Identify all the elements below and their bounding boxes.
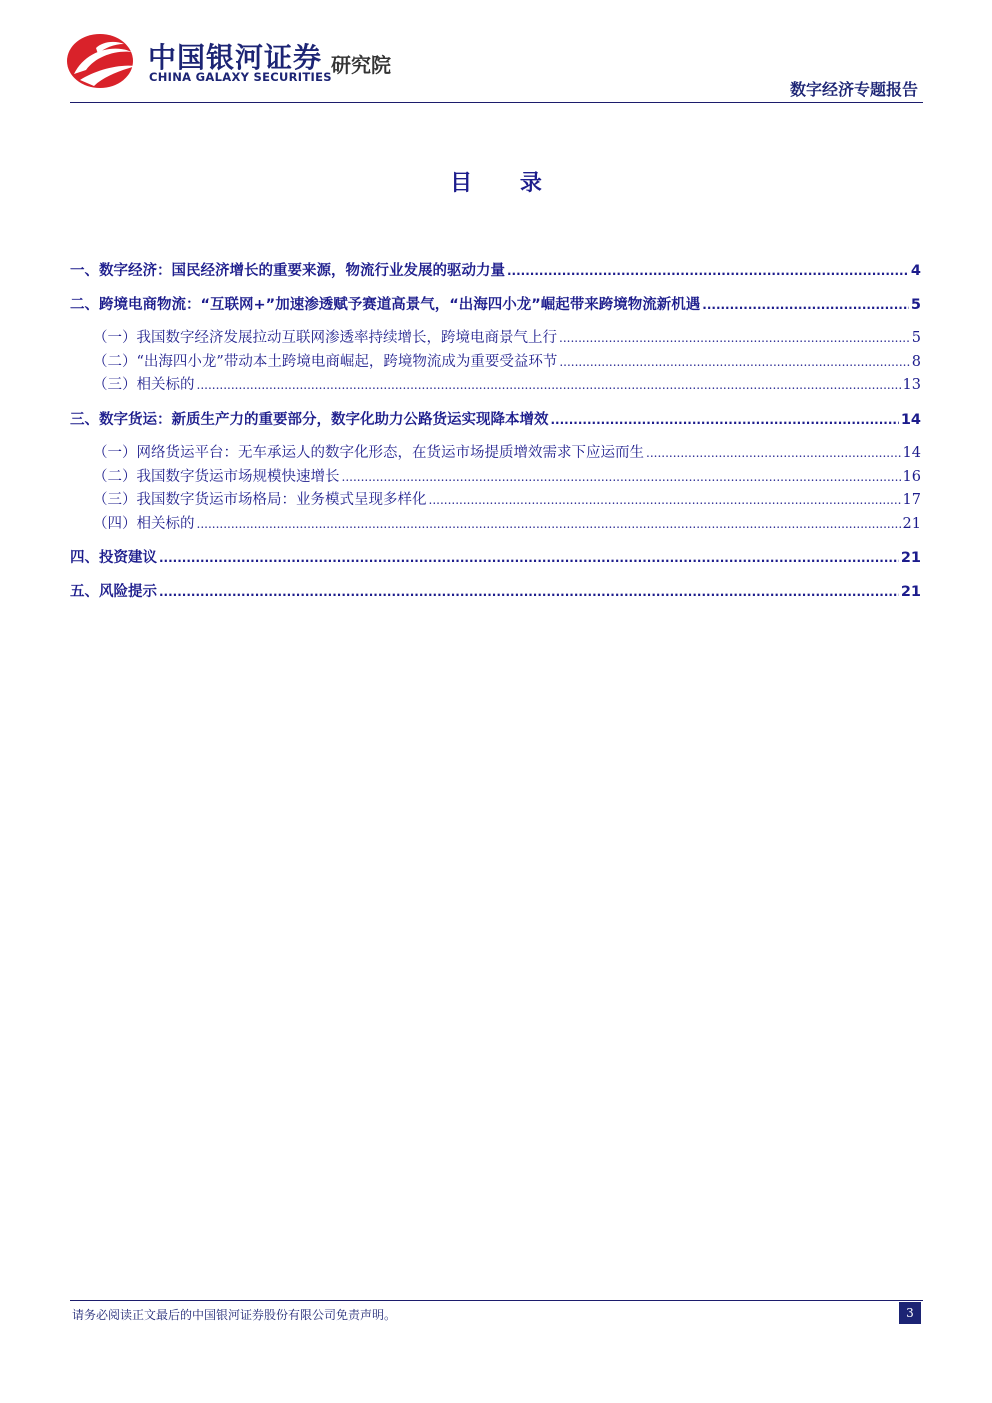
- logo-english-name: CHINA GALAXY SECURITIES: [149, 70, 332, 84]
- footer-divider: [70, 1300, 923, 1301]
- toc-entry-2-2[interactable]: [70, 350, 921, 371]
- toc-entry-text: （二）我国数字货运市场规模快速增长: [93, 469, 340, 485]
- toc-entry-2-1[interactable]: [70, 326, 921, 347]
- toc-leader-dots: [559, 354, 909, 370]
- toc-entry-page: 5: [911, 330, 921, 346]
- toc-entry-text: 四、投资建议: [70, 550, 157, 566]
- galaxy-logo-icon: [66, 30, 138, 90]
- toc-entry-text: （四）相关标的: [93, 516, 195, 532]
- toc-entry-page: 21: [902, 516, 921, 532]
- toc-leader-dots: [429, 492, 901, 508]
- toc-entry-page: 5: [910, 297, 921, 313]
- toc-leader-dots: [342, 469, 901, 485]
- toc-title: 目 录: [450, 171, 562, 196]
- toc-leader-dots: [559, 330, 910, 346]
- page-header: [0, 0, 992, 104]
- toc-entry-text: 三、数字货运：新质生产力的重要部分，数字化助力公路货运实现降本增效: [70, 412, 549, 428]
- toc-entry-2-3[interactable]: [70, 373, 921, 394]
- toc-entry-text: （三）我国数字货运市场格局：业务模式呈现多样化: [93, 492, 427, 508]
- report-type-label: 数字经济专题报告: [789, 80, 918, 99]
- toc-entry-2[interactable]: [70, 293, 921, 314]
- toc-entry-5[interactable]: [70, 580, 921, 601]
- toc-entry-text: 二、跨境电商物流：“互联网+”加速渗透赋予赛道高景气，“出海四小龙”崛起带来跨境物流新机遇: [70, 297, 701, 313]
- footer-disclaimer: 请务必阅读正文最后的中国银河证券股份有限公司免责声明。: [72, 1308, 397, 1322]
- toc-leader-dots: [646, 445, 901, 461]
- institute-label: 研究院: [331, 53, 391, 77]
- toc-leader-dots: [197, 377, 901, 393]
- header-divider: [70, 102, 923, 103]
- toc-entry-page: 21: [900, 584, 921, 600]
- toc-entry-3-2[interactable]: [70, 465, 921, 486]
- logo-chinese-name: 中国银河证券: [148, 41, 323, 74]
- toc-entry-page: 13: [902, 377, 921, 393]
- toc-entry-page: 14: [900, 412, 921, 428]
- toc-entry-page: 16: [902, 469, 921, 485]
- page-number: 3: [899, 1302, 921, 1324]
- toc-entry-page: 17: [902, 492, 921, 508]
- toc-entry-4[interactable]: [70, 546, 921, 567]
- toc-leader-dots: [197, 516, 901, 532]
- toc-entry-page: 8: [911, 354, 921, 370]
- toc-entry-text: （二）“出海四小龙”带动本土跨境电商崛起，跨境物流成为重要受益环节: [93, 354, 558, 370]
- toc-leader-dots: [702, 297, 909, 313]
- toc-entry-3[interactable]: [70, 408, 921, 429]
- toc-entry-1[interactable]: [70, 259, 921, 280]
- toc-leader-dots: [507, 263, 909, 279]
- toc-entry-page: 14: [902, 445, 921, 461]
- toc-entry-text: 一、数字经济：国民经济增长的重要来源，物流行业发展的驱动力量: [70, 263, 505, 279]
- toc-leader-dots: [551, 412, 899, 428]
- toc-entry-3-1[interactable]: [70, 441, 921, 462]
- toc-entry-page: 21: [900, 550, 921, 566]
- toc-entry-3-4[interactable]: [70, 512, 921, 533]
- toc-entry-page: 4: [910, 263, 921, 279]
- toc-entry-text: （一）我国数字经济发展拉动互联网渗透率持续增长，跨境电商景气上行: [93, 330, 557, 346]
- toc-entry-text: 五、风险提示: [70, 584, 157, 600]
- toc-entry-text: （一）网络货运平台：无车承运人的数字化形态，在货运市场提质增效需求下应运而生: [93, 445, 644, 461]
- toc-entry-text: （三）相关标的: [93, 377, 195, 393]
- toc-leader-dots: [159, 550, 899, 566]
- toc-leader-dots: [159, 584, 899, 600]
- toc-entry-3-3[interactable]: [70, 488, 921, 509]
